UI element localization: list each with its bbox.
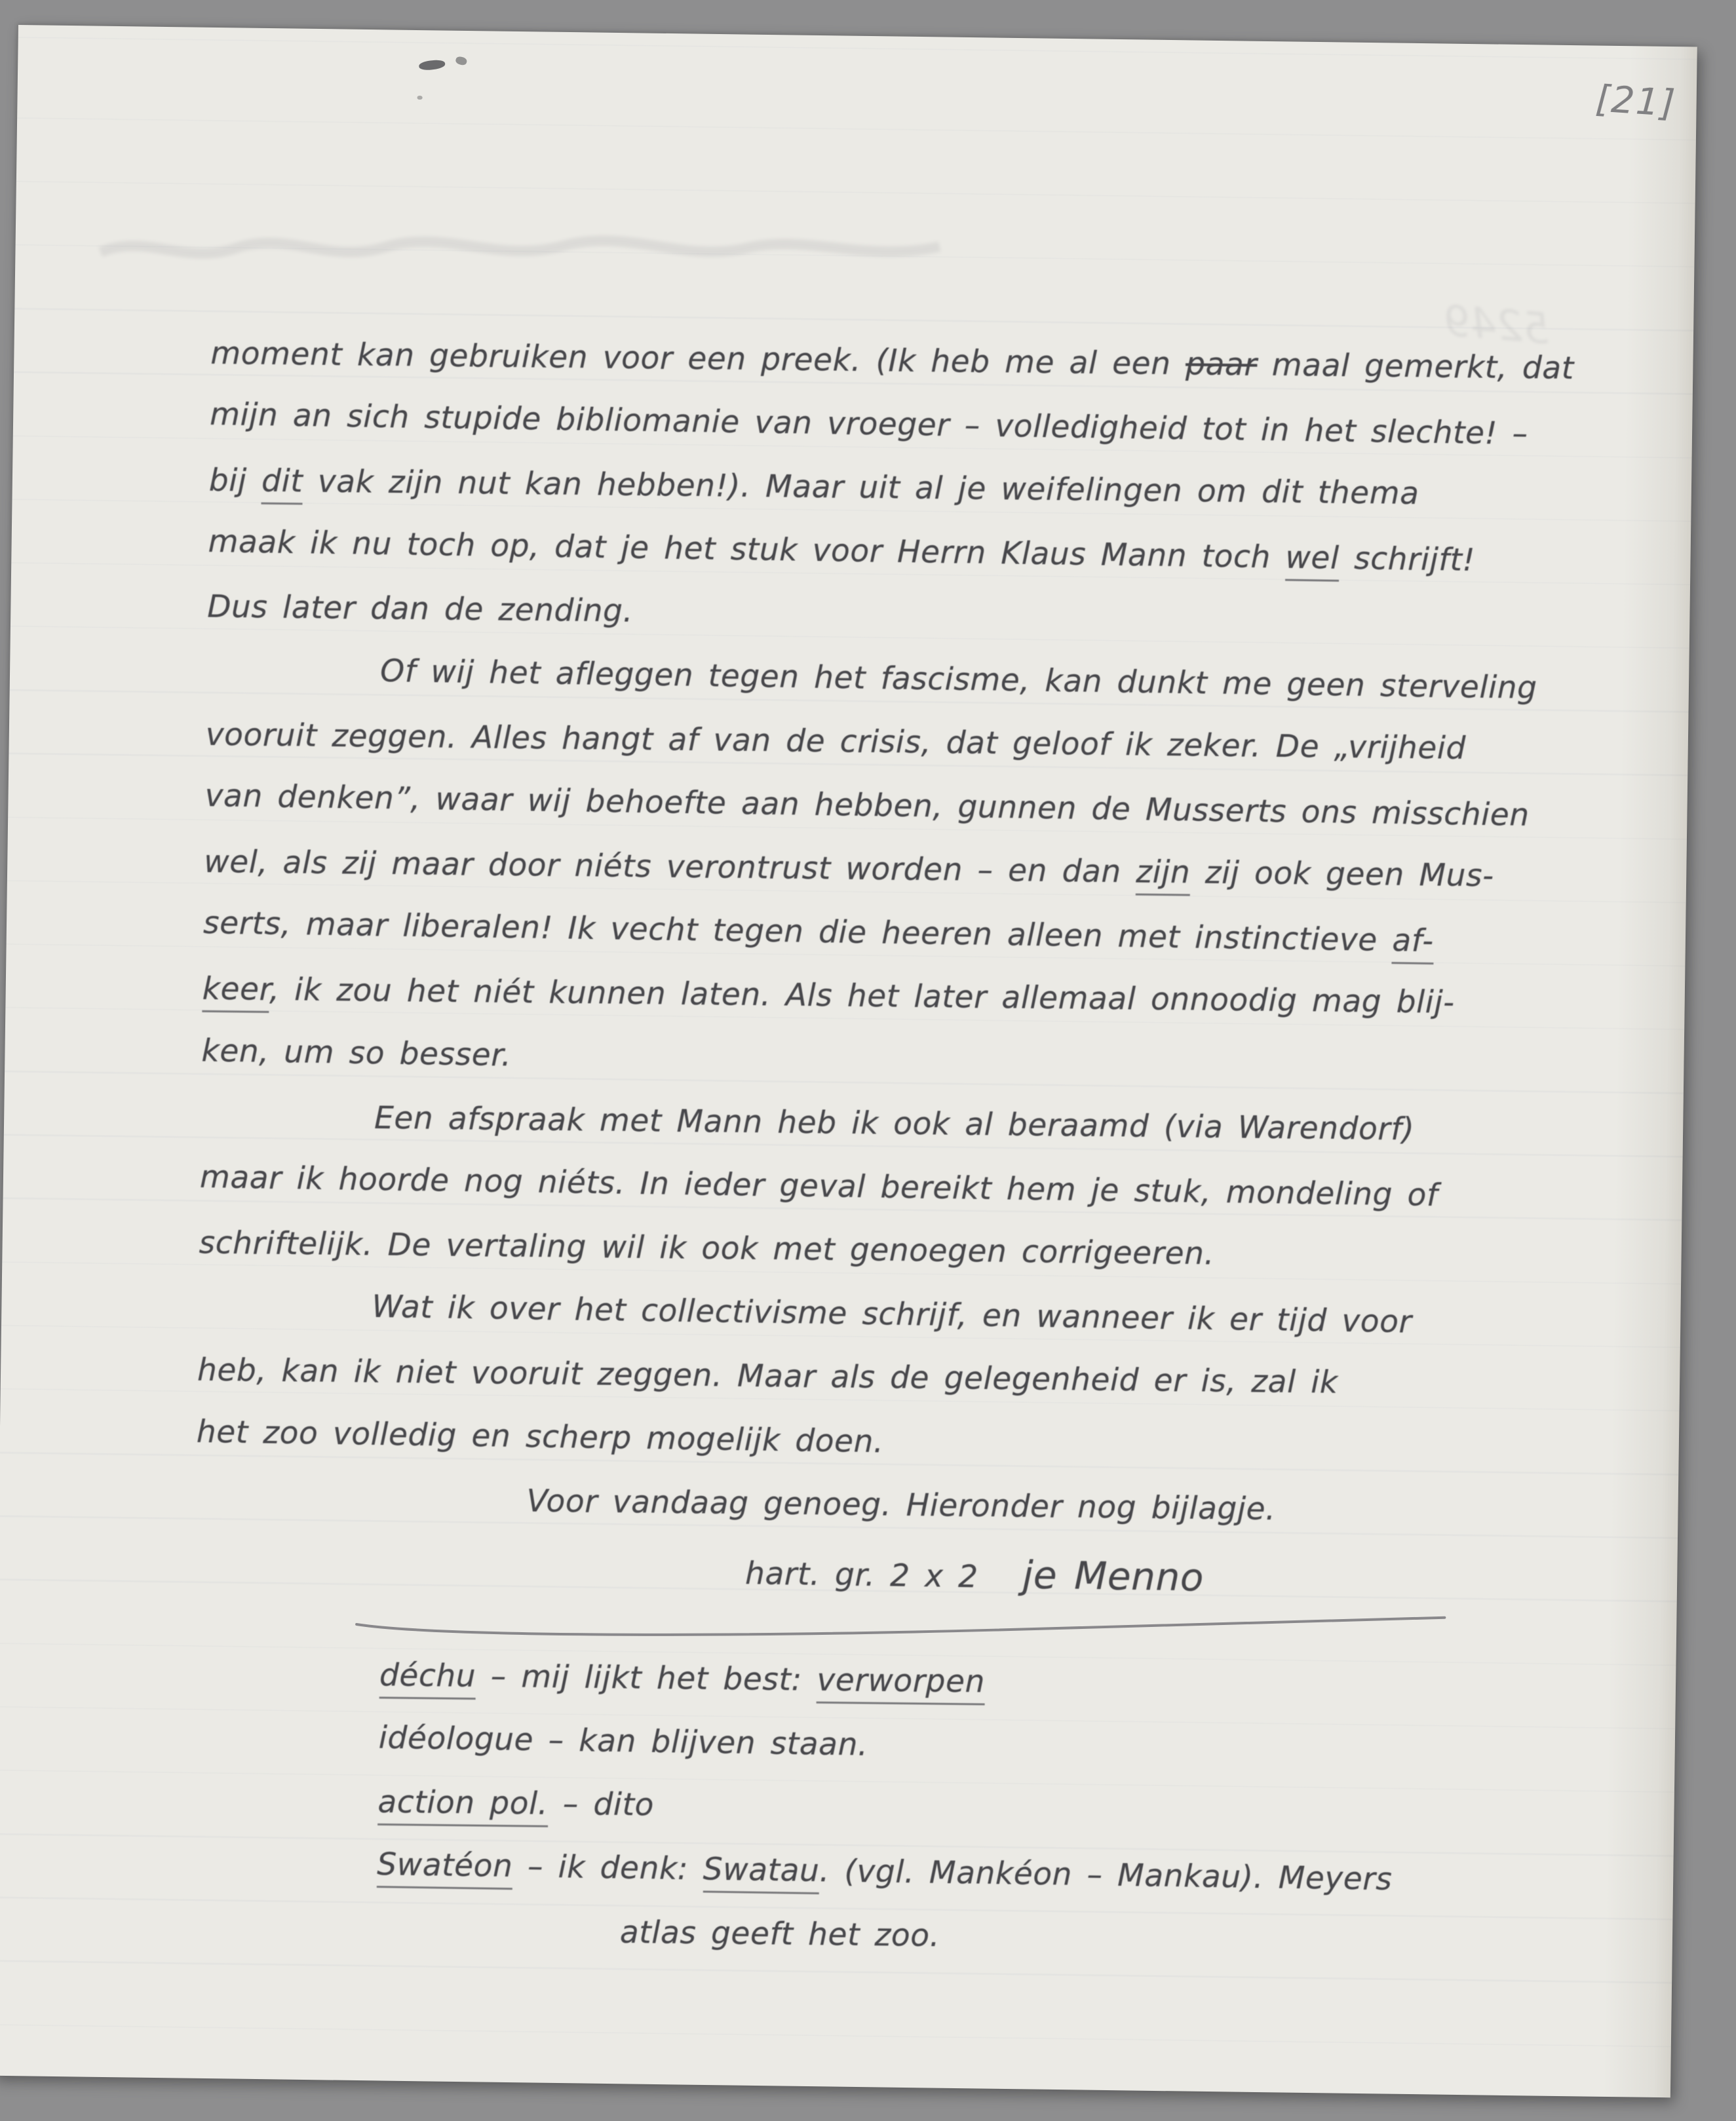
text-segment: atlas geeft het zoo. — [619, 1914, 940, 1955]
bleedthrough-number: 5249 — [1441, 296, 1552, 354]
text-segment: . (vgl. Mankéon – Mankau). Meyers — [819, 1853, 1393, 1898]
underlined-word: keer — [202, 971, 269, 1013]
underlined-word: Swatau — [703, 1851, 820, 1894]
letter-line — [196, 1414, 884, 1488]
text-segment: vak zijn nut kan hebben!). Maar uit al je weifelingen om dit thema — [302, 463, 1419, 512]
text-segment: zij ook geen Mus- — [1190, 854, 1494, 894]
underlined-word: déchu — [379, 1657, 476, 1700]
underlined-word: wel — [1285, 540, 1340, 582]
text-segment: ken, um so besser. — [201, 1033, 512, 1074]
underlined-word: af- — [1392, 923, 1434, 965]
text-segment: heb, kan ik niet vooruit zeggen. Maar als de gelegenheid er is, zal ik — [197, 1352, 1339, 1401]
page-number-annotation: [21] — [1594, 77, 1678, 126]
text-segment: Een afspraak met Mann heb ik ook al beraamd (via Warendorf) — [374, 1099, 1415, 1148]
text-segment: je Menno — [1022, 1552, 1205, 1600]
text-segment: moment kan gebruiken voor een preek. (Ik heb me al een — [210, 335, 1186, 383]
ink-smudge — [419, 59, 446, 71]
text-segment: mijn an sich stupide bibliomanie van vroeger – volledigheid tot in het slechte! – — [209, 396, 1529, 452]
text-segment: idéologue – kan blijven staan. — [378, 1719, 868, 1763]
text-segment: Of wij het afleggen tegen het fascisme, kan dunkt me geen sterveling — [379, 653, 1537, 706]
text-segment: , ik zou het niét kunnen laten. Als het later allemaal onnoodig mag blij- — [269, 971, 1455, 1021]
letter-line — [199, 1225, 1215, 1299]
underlined-word: action pol. — [377, 1784, 548, 1827]
text-segment: – dito — [547, 1786, 655, 1824]
letter-line — [379, 1657, 985, 1727]
text-segment: bij — [208, 462, 262, 499]
ink-smudge — [417, 96, 423, 100]
text-segment: – ik denk: — [512, 1848, 704, 1888]
underlined-word: zijn — [1136, 854, 1191, 896]
letter-line — [376, 1846, 1392, 1925]
text-segment: maak ik nu toch op, dat je het stuk voor Herrn Klaus Mann toch — [208, 524, 1286, 576]
text-segment: maar ik hoorde nog niéts. In ieder geval bereikt hem je stuk, mondeling of — [199, 1159, 1438, 1214]
letter-paper-sheet — [0, 25, 1697, 2097]
letter-line — [526, 1483, 1276, 1556]
text-segment: maal gemerkt, dat — [1257, 347, 1575, 387]
text-segment: serts, maar liberalen! Ik vecht tegen die heeren alleen met instinctieve — [203, 905, 1393, 959]
underlined-word: Swatéon — [377, 1846, 513, 1890]
letter-line — [619, 1915, 940, 1981]
letter-line — [207, 589, 634, 657]
text-segment: schriftelijk. De vertaling wil ik ook met genoegen corrigeeren. — [199, 1225, 1215, 1272]
text-segment: Dus later dan de zending. — [207, 588, 634, 630]
text-segment: vooruit zeggen. Alles hangt af van de crisis, dat geloof ik zeker. De „vrijheid — [205, 716, 1467, 767]
text-segment: van denken”, waar wij behoefte aan hebben, gunnen de Musserts ons misschien — [204, 778, 1530, 834]
text-segment: Wat ik over het collectivisme schrijf, en wanneer ik er tijd voor — [372, 1288, 1412, 1341]
text-segment: – mij lijkt het best: — [475, 1658, 817, 1698]
text-segment: schrijft! — [1339, 540, 1476, 579]
underlined-word: verworpen — [817, 1662, 985, 1706]
letter-line — [378, 1720, 868, 1791]
text-segment: wel, als zij maar door niéts verontrust worden – en dan — [203, 843, 1136, 890]
text-segment: het zoo volledig en scherp mogelijk doen. — [196, 1413, 884, 1461]
ink-bleedthrough-decoration — [94, 193, 947, 303]
text-segment: Voor vandaag genoeg. Hieronder nog bijlagje. — [526, 1483, 1276, 1528]
ink-smudge — [455, 56, 467, 66]
underlined-word: dit — [261, 463, 303, 505]
signature-flourish-line — [351, 1597, 1453, 1657]
letter-line — [377, 1784, 655, 1851]
letter-line — [201, 1033, 512, 1101]
struck-out-word: paar — [1185, 346, 1258, 383]
text-segment: hart. gr. 2 x 2 — [744, 1556, 1023, 1596]
